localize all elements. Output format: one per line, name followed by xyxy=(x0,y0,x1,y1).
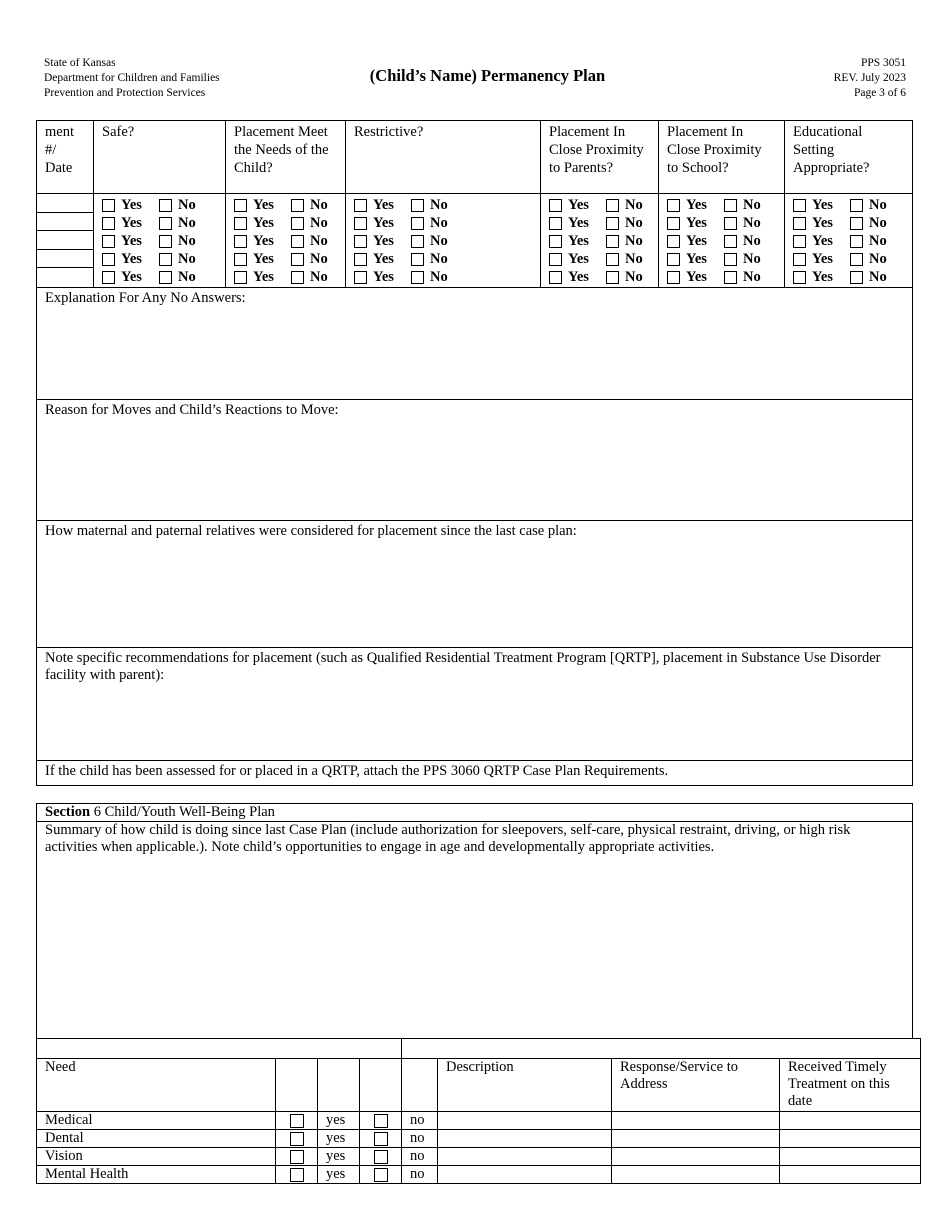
no-checkbox[interactable] xyxy=(291,235,304,248)
no-checkbox[interactable] xyxy=(159,271,172,284)
school-proximity-answer-row xyxy=(667,268,784,286)
no-label: no xyxy=(402,1130,438,1148)
no-checkbox[interactable] xyxy=(159,199,172,212)
no-checkbox[interactable] xyxy=(159,217,172,230)
yes-label: Yes xyxy=(686,196,707,213)
yes-label: Yes xyxy=(686,214,707,231)
safe-answer-cell xyxy=(94,194,226,288)
no-checkbox[interactable] xyxy=(374,1150,388,1164)
placement-date-header: ment #/ Date xyxy=(37,121,94,194)
yes-checkbox[interactable] xyxy=(354,271,367,284)
needs-header: Placement Meet the Needs of the Child? xyxy=(226,121,346,194)
yes-label: Yes xyxy=(373,232,394,249)
yes-checkbox[interactable] xyxy=(793,253,806,266)
no-label: No xyxy=(869,268,887,285)
no-label: No xyxy=(743,196,761,213)
safe-answer-row xyxy=(102,232,225,250)
date-input[interactable] xyxy=(37,213,93,231)
no-label: No xyxy=(743,250,761,267)
yes-checkbox[interactable] xyxy=(354,199,367,212)
no-label: No xyxy=(430,232,448,249)
yes-checkbox[interactable] xyxy=(667,199,680,212)
yes-label: Yes xyxy=(373,250,394,267)
yes-label: yes xyxy=(318,1148,360,1166)
no-checkbox[interactable] xyxy=(291,253,304,266)
yes-checkbox[interactable] xyxy=(354,253,367,266)
yes-label: Yes xyxy=(568,250,589,267)
yes-checkbox[interactable] xyxy=(354,235,367,248)
yes-checkbox[interactable] xyxy=(793,217,806,230)
school-proximity-answer-row xyxy=(667,214,784,232)
needs-answer-row xyxy=(234,250,345,268)
received-date-input[interactable] xyxy=(780,1166,921,1184)
description-header: Description xyxy=(438,1059,612,1112)
placement-date-cells xyxy=(37,194,94,288)
yes-checkbox[interactable] xyxy=(667,253,680,266)
restrictive-answer-row xyxy=(354,232,540,250)
section6-heading: Section 6 Child/Youth Well-Being Plan xyxy=(37,804,913,822)
safe-header: Safe? xyxy=(94,121,226,194)
restrictive-answer-row xyxy=(354,196,540,214)
education-header: Educational Setting Appropriate? xyxy=(785,121,913,194)
yes-checkbox[interactable] xyxy=(290,1114,304,1128)
safe-answer-row xyxy=(102,268,225,286)
yes-checkbox[interactable] xyxy=(234,199,247,212)
section6-table xyxy=(36,803,913,1039)
need-row xyxy=(37,1112,921,1130)
need-name: Mental Health xyxy=(37,1166,276,1184)
no-checkbox[interactable] xyxy=(850,235,863,248)
education-answer-row xyxy=(793,268,912,286)
description-input[interactable] xyxy=(438,1148,612,1166)
received-date-input[interactable] xyxy=(780,1112,921,1130)
yes-checkbox[interactable] xyxy=(667,271,680,284)
yes-label: Yes xyxy=(373,214,394,231)
no-checkbox[interactable] xyxy=(606,199,619,212)
yes-checkbox[interactable] xyxy=(549,199,562,212)
need-row xyxy=(37,1148,921,1166)
no-checkbox[interactable] xyxy=(850,199,863,212)
yes-checkbox[interactable] xyxy=(354,217,367,230)
response-input[interactable] xyxy=(612,1166,780,1184)
school-proximity-answer-row xyxy=(667,250,784,268)
needs-spacer-cell xyxy=(402,1039,921,1059)
no-label: No xyxy=(743,232,761,249)
needs-table xyxy=(36,1038,921,1184)
no-checkbox[interactable] xyxy=(850,253,863,266)
no-checkbox[interactable] xyxy=(724,253,737,266)
description-input[interactable] xyxy=(438,1166,612,1184)
revision-date: REV. July 2023 xyxy=(833,72,906,84)
yes-label: Yes xyxy=(686,250,707,267)
yes-label: Yes xyxy=(253,232,274,249)
restrictive-answer-row xyxy=(354,250,540,268)
no-label: No xyxy=(310,196,328,213)
no-label: No xyxy=(310,268,328,285)
no-checkbox[interactable] xyxy=(411,217,424,230)
yes-label: Yes xyxy=(812,196,833,213)
yes-label: Yes xyxy=(253,196,274,213)
yes-label: Yes xyxy=(812,250,833,267)
yes-label: yes xyxy=(318,1112,360,1130)
yes-checkbox[interactable] xyxy=(667,217,680,230)
no-label: No xyxy=(625,196,643,213)
yes-label: Yes xyxy=(568,214,589,231)
need-row xyxy=(37,1166,921,1184)
no-label: No xyxy=(430,196,448,213)
no-label: No xyxy=(625,268,643,285)
no-checkbox[interactable] xyxy=(291,217,304,230)
form-number: PPS 3051 xyxy=(860,57,906,69)
yes-label: Yes xyxy=(121,250,142,267)
form-info-block xyxy=(834,56,906,101)
yes-label: yes xyxy=(318,1130,360,1148)
date-input[interactable] xyxy=(37,250,93,268)
yes-checkbox[interactable] xyxy=(290,1132,304,1146)
no-label: No xyxy=(430,268,448,285)
need-name: Vision xyxy=(37,1148,276,1166)
no-label: No xyxy=(625,214,643,231)
safe-answer-row xyxy=(102,214,225,232)
yes-checkbox[interactable] xyxy=(793,271,806,284)
no-label: No xyxy=(178,232,196,249)
date-input[interactable] xyxy=(37,194,93,213)
no-checkbox[interactable] xyxy=(291,199,304,212)
yes-label: yes xyxy=(318,1166,360,1184)
yes-checkbox[interactable] xyxy=(234,253,247,266)
yes-checkbox[interactable] xyxy=(102,235,115,248)
no-label: No xyxy=(869,214,887,231)
no-checkbox[interactable] xyxy=(724,199,737,212)
no-label: No xyxy=(178,268,196,285)
response-input[interactable] xyxy=(612,1130,780,1148)
needs-answer-row xyxy=(234,196,345,214)
no-checkbox[interactable] xyxy=(374,1168,388,1182)
relatives-field[interactable]: How maternal and paternal relatives were considered for placement since the last case plan: xyxy=(37,521,913,648)
no-label: No xyxy=(430,250,448,267)
yes-checkbox[interactable] xyxy=(102,199,115,212)
page-title: (Child’s Name) Permanency Plan xyxy=(369,66,606,85)
yes-label: Yes xyxy=(568,196,589,213)
no-checkbox[interactable] xyxy=(159,235,172,248)
no-checkbox[interactable] xyxy=(411,253,424,266)
yes-label: Yes xyxy=(812,232,833,249)
no-label: no xyxy=(402,1148,438,1166)
yes-label: Yes xyxy=(812,268,833,285)
yes-label: Yes xyxy=(121,196,142,213)
date-input[interactable] xyxy=(37,268,93,287)
needs-answer-cell xyxy=(226,194,346,288)
education-answer-row xyxy=(793,250,912,268)
wellbeing-summary-field[interactable]: Summary of how child is doing since last Case Plan (include authorization for sleepovers, self-care, physical restraint, driving, or high risk activities when applicable.). Note child’s opportunities to engage in age and developmentally appropriate activities. xyxy=(37,822,913,1039)
yes-checkbox[interactable] xyxy=(290,1168,304,1182)
no-label: No xyxy=(178,196,196,213)
yes-label: Yes xyxy=(253,268,274,285)
explanation-field[interactable]: Explanation For Any No Answers: xyxy=(37,288,913,400)
description-input[interactable] xyxy=(438,1112,612,1130)
no-label: No xyxy=(310,250,328,267)
need-row xyxy=(37,1130,921,1148)
no-label: No xyxy=(625,250,643,267)
needs-answer-row xyxy=(234,214,345,232)
no-checkbox[interactable] xyxy=(724,271,737,284)
no-label: No xyxy=(869,196,887,213)
no-label: No xyxy=(430,214,448,231)
yes-label: Yes xyxy=(568,268,589,285)
no-checkbox[interactable] xyxy=(411,199,424,212)
yes-label: Yes xyxy=(686,232,707,249)
yes-checkbox[interactable] xyxy=(234,235,247,248)
yes-checkbox[interactable] xyxy=(102,271,115,284)
parents-proximity-answer-cell xyxy=(541,194,659,288)
no-checkbox[interactable] xyxy=(411,235,424,248)
response-input[interactable] xyxy=(612,1148,780,1166)
response-input[interactable] xyxy=(612,1112,780,1130)
no-checkbox[interactable] xyxy=(411,271,424,284)
parents-proximity-header: Placement In Close Proximity to Parents? xyxy=(541,121,659,194)
need-header: Need xyxy=(37,1059,276,1112)
need-name: Medical xyxy=(37,1112,276,1130)
restrictive-answer-cell xyxy=(346,194,541,288)
yes-checkbox[interactable] xyxy=(549,217,562,230)
yes-checkbox[interactable] xyxy=(102,253,115,266)
school-proximity-answer-row xyxy=(667,196,784,214)
yes-checkbox[interactable] xyxy=(667,235,680,248)
safe-answer-row xyxy=(102,250,225,268)
education-answer-cell xyxy=(785,194,913,288)
school-proximity-header: Placement In Close Proximity to School? xyxy=(659,121,785,194)
yes-label: Yes xyxy=(121,232,142,249)
no-label: No xyxy=(310,232,328,249)
yes-checkbox[interactable] xyxy=(234,217,247,230)
placement-table xyxy=(36,120,913,786)
yes-label: Yes xyxy=(686,268,707,285)
no-label: No xyxy=(869,232,887,249)
no-label: No xyxy=(625,232,643,249)
no-checkbox[interactable] xyxy=(724,217,737,230)
qrtp-note: If the child has been assessed for or placed in a QRTP, attach the PPS 3060 QRTP Case Plan Requirements. xyxy=(37,761,913,786)
no-label: No xyxy=(178,250,196,267)
no-label: No xyxy=(310,214,328,231)
received-date-input[interactable] xyxy=(780,1148,921,1166)
no-checkbox[interactable] xyxy=(606,253,619,266)
safe-answer-row xyxy=(102,196,225,214)
no-checkbox[interactable] xyxy=(850,217,863,230)
reason-moves-field[interactable]: Reason for Moves and Child’s Reactions to Move: xyxy=(37,400,913,521)
no-checkbox[interactable] xyxy=(374,1132,388,1146)
yes-label: Yes xyxy=(812,214,833,231)
yes-checkbox[interactable] xyxy=(793,235,806,248)
no-checkbox[interactable] xyxy=(724,235,737,248)
no-label: no xyxy=(402,1166,438,1184)
response-header: Response/Service to Address xyxy=(612,1059,780,1112)
parents-proximity-answer-row xyxy=(549,250,658,268)
parents-proximity-answer-row xyxy=(549,268,658,286)
yes-checkbox[interactable] xyxy=(290,1150,304,1164)
no-checkbox[interactable] xyxy=(291,271,304,284)
department-label: Department for Children and Families xyxy=(44,72,220,84)
yes-checkbox[interactable] xyxy=(549,271,562,284)
yes-checkbox[interactable] xyxy=(102,217,115,230)
date-input[interactable] xyxy=(37,231,93,250)
yes-label: Yes xyxy=(121,214,142,231)
yes-checkbox[interactable] xyxy=(549,253,562,266)
restrictive-header: Restrictive? xyxy=(346,121,541,194)
school-proximity-answer-cell xyxy=(659,194,785,288)
no-checkbox[interactable] xyxy=(374,1114,388,1128)
no-checkbox[interactable] xyxy=(606,271,619,284)
description-input[interactable] xyxy=(438,1130,612,1148)
no-label: no xyxy=(402,1112,438,1130)
yes-label: Yes xyxy=(253,250,274,267)
education-answer-row xyxy=(793,232,912,250)
no-checkbox[interactable] xyxy=(159,253,172,266)
need-name: Dental xyxy=(37,1130,276,1148)
received-header: Received Timely Treatment on this date xyxy=(780,1059,921,1112)
needs-answer-row xyxy=(234,232,345,250)
education-answer-row xyxy=(793,196,912,214)
page-number: Page 3 of 6 xyxy=(853,87,906,99)
parents-proximity-answer-row xyxy=(549,196,658,214)
restrictive-answer-row xyxy=(354,268,540,286)
received-date-input[interactable] xyxy=(780,1130,921,1148)
parents-proximity-answer-row xyxy=(549,232,658,250)
yes-label: Yes xyxy=(373,268,394,285)
yes-label: Yes xyxy=(121,268,142,285)
no-label: No xyxy=(178,214,196,231)
no-label: No xyxy=(743,214,761,231)
needs-spacer-cell xyxy=(37,1039,402,1059)
needs-answer-row xyxy=(234,268,345,286)
school-proximity-answer-row xyxy=(667,232,784,250)
no-checkbox[interactable] xyxy=(606,235,619,248)
no-label: No xyxy=(743,268,761,285)
no-checkbox[interactable] xyxy=(606,217,619,230)
yes-label: Yes xyxy=(568,232,589,249)
education-answer-row xyxy=(793,214,912,232)
state-label: State of Kansas xyxy=(44,57,116,69)
no-label: No xyxy=(869,250,887,267)
division-label: Prevention and Protection Services xyxy=(44,87,206,99)
yes-checkbox[interactable] xyxy=(549,235,562,248)
recommendations-field[interactable]: Note specific recommendations for placement (such as Qualified Residential Treatment Program [QRTP], placement in Substance Use Disorder facility with parent): xyxy=(37,648,913,761)
no-checkbox[interactable] xyxy=(850,271,863,284)
yes-checkbox[interactable] xyxy=(234,271,247,284)
parents-proximity-answer-row xyxy=(549,214,658,232)
yes-label: Yes xyxy=(253,214,274,231)
restrictive-answer-row xyxy=(354,214,540,232)
yes-label: Yes xyxy=(373,196,394,213)
yes-checkbox[interactable] xyxy=(793,199,806,212)
